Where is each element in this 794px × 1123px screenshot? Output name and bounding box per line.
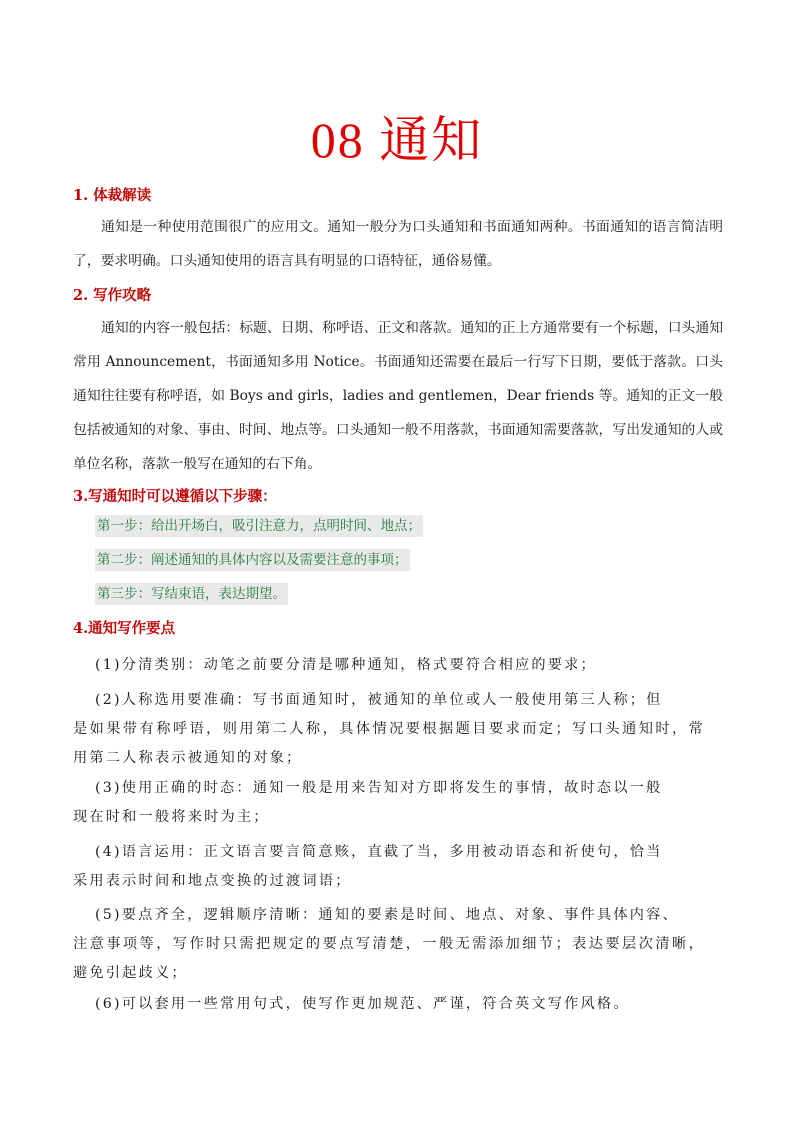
key-point-5-first-line: (5)要点齐全，逻辑顺序清晰：通知的要素是时间、地点、对象、事件具体内容、 — [95, 907, 679, 923]
key-point-2 — [73, 686, 705, 773]
key-point-1-text: (1)分清类别：动笔之前要分清是哪种通知，格式要符合相应的要求； — [95, 657, 597, 673]
key-point-4-first-line: (4)语言运用：正文语言要言简意赅，直截了当，多用被动语态和祈使句，恰当 — [95, 844, 663, 860]
section-heading-genre: 1. 体裁解读 — [73, 187, 152, 204]
key-point-5 — [73, 901, 705, 988]
key-point-3-first-line: (3)使用正确的时态：通知一般是用来告知对方即将发生的事情，故时态以一般 — [95, 780, 663, 796]
key-point-1 — [95, 651, 705, 680]
paragraph-genre: 通知是一种使用范围很广的应用文。通知一般分为口头通知和书面通知两种。书面通知的语言简洁明了，要求明确。口头通知使用的语言具有明显的口语特征，通俗易懂。 — [73, 219, 723, 269]
step-item-3: 第三步：写结束语，表达期望。 — [95, 583, 288, 605]
section-heading-steps: 3.写通知时可以遵循以下步骤： — [73, 488, 277, 505]
key-point-4-continuation: 采用表示时间和地点变换的过渡词语； — [73, 873, 352, 889]
key-point-4 — [73, 838, 705, 896]
key-point-2-first-line: (2)人称选用要准确：写书面通知时，被通知的单位或人一般使用第三人称；但 — [95, 692, 663, 708]
section-heading-strategy: 2. 写作攻略 — [73, 287, 152, 304]
step-item-2: 第二步：阐述通知的具体内容以及需要注意的事项； — [95, 549, 410, 571]
key-point-2-continuation: 是如果带有称呼语，则用第二人称，具体情况要根据题目要求而定；写口头通知时，常用第二人称表示被通知的对象； — [73, 721, 705, 766]
key-point-5-continuation: 注意事项等，写作时只需把规定的要点写清楚，一般无需添加细节；表达要层次清晰，避免引起歧义； — [73, 936, 705, 981]
key-point-6 — [95, 990, 705, 1019]
page-title: 08 通知 — [310, 112, 484, 168]
key-point-3 — [73, 774, 705, 832]
key-point-6-text: (6)可以套用一些常用句式，使写作更加规范、严谨，符合英文写作风格。 — [95, 996, 630, 1012]
step-item-1: 第一步：给出开场白，吸引注意力，点明时间、地点； — [95, 515, 423, 537]
paragraph-strategy: 通知的内容一般包括：标题、日期、称呼语、正文和落款。通知的正上方通常要有一个标题，口头通知常用 Announcement，书面通知多用 Notice。书面通知还需要在最后一行写下日期，要低于落款。口头通知往往要有称呼语，如 Boys and girls，ladies and gentlemen，Dear friends 等。通知的正文一般包括被通知的对象、事由、时间、地点等。口头通知一般不用落款，书面通知需要落款，写出发通知的人或单位名称，落款一般写在通知的右下角。 — [73, 320, 723, 472]
section-heading-key-points: 4.通知写作要点 — [73, 620, 176, 637]
key-point-3-continuation: 现在时和一般将来时为主； — [73, 809, 270, 825]
